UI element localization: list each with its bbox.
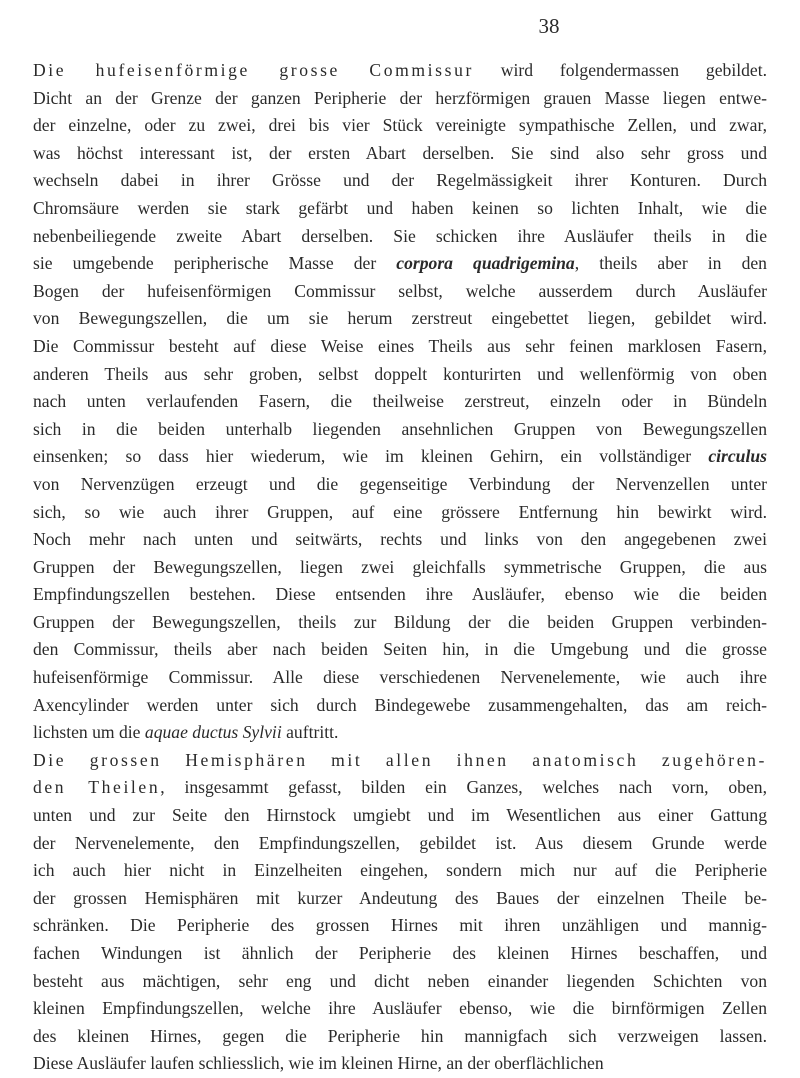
text-run: unten und zur Seite den Hirnstock umgiebt und im Wesentlichen aus einer Gattung	[33, 805, 767, 826]
text-line	[33, 747, 767, 775]
text-run: Noch mehr nach unten und seitwärts, rechts und links von den angegebenen zwei	[33, 529, 767, 550]
text-run: , theils aber in den	[574, 253, 767, 274]
text-line	[33, 857, 767, 885]
text-line	[33, 1023, 767, 1051]
paragraph	[33, 747, 767, 1078]
text-line	[33, 802, 767, 830]
text-line	[33, 499, 767, 527]
text-line	[33, 609, 767, 637]
text-run: Chromsäure werden sie stark gefärbt und haben keinen so lichten Inhalt, wie die	[33, 197, 767, 218]
text-run: , insgesammt gefasst, bilden ein Ganzes, welches nach vorn, oben,	[160, 777, 767, 798]
text-run: was höchst interessant ist, der ersten Abart derselben. Sie sind also sehr gross und	[33, 142, 767, 163]
text-run: fachen Windungen ist ähnlich der Peripherie des kleinen Hirnes beschaffen, und	[33, 943, 767, 963]
text-run: nebenbeiliegende zweite Abart derselben. Sie schicken ihre Ausläufer theils in die	[33, 225, 767, 246]
text-run: kleinen Empfindungszellen, welche ihre Ausläufer ebenso, wie die birnförmigen Zellen	[33, 998, 767, 1019]
text-line	[33, 333, 767, 361]
text-line	[33, 443, 767, 471]
text-run: Die Commissur besteht auf diese Weise eines Theils aus sehr feinen marklosen Fasern,	[33, 335, 767, 356]
text-run: wird folgendermassen gebildet.	[473, 60, 767, 80]
body-text	[33, 57, 767, 1078]
text-run: wechseln dabei in ihrer Grösse und der Regelmässigkeit ihrer Konturen. Durch	[33, 170, 767, 191]
text-run: Bogen der hufeisenförmigen Commissur selbst, welche ausserdem durch Ausläufer	[33, 280, 767, 301]
text-line	[33, 774, 767, 802]
text-run: Gruppen der Bewegungszellen, liegen zwei gleichfalls symmetrische Gruppen, die aus	[33, 556, 767, 577]
text-line	[33, 940, 767, 968]
text-line	[33, 719, 767, 747]
text-line	[33, 57, 767, 85]
text-line	[33, 636, 767, 664]
text-line	[33, 388, 767, 416]
text-line	[33, 554, 767, 582]
text-line	[33, 112, 767, 140]
text-line	[33, 361, 767, 389]
text-run: nach unten verlaufenden Fasern, die theilweise zerstreut, einzeln oder in Bündeln	[33, 391, 767, 412]
text-run: auftritt.	[281, 722, 339, 743]
spaced-text: Die grossen Hemisphären mit allen ihnen anatomisch zugehören-	[33, 749, 767, 770]
text-run: des kleinen Hirnes, gegen die Peripherie hin mannigfach sich verzweigen lassen.	[33, 1025, 767, 1046]
text-run: der Nervenelemente, den Empfindungszellen, gebildet ist. Aus diesem Grunde werde	[33, 832, 767, 853]
text-run: den Commissur, theils aber nach beiden Seiten hin, in die Umgebung und die grosse	[33, 639, 767, 660]
text-run: Diese Ausläufer laufen schliesslich, wie im kleinen Hirne, an der oberflächlichen	[33, 1053, 604, 1074]
text-run: hufeisenförmige Commissur. Alle diese verschiedenen Nervenelemente, wie auch ihre	[33, 667, 767, 688]
page-number: 38	[538, 14, 560, 38]
text-run: lichsten um die	[33, 722, 145, 743]
text-run: sie umgebende peripherische Masse der	[33, 253, 397, 274]
text-line	[33, 471, 767, 499]
text-run: sich, so wie auch ihrer Gruppen, auf eine grössere Entfernung hin bewirkt wird.	[33, 501, 767, 522]
text-line	[33, 912, 767, 940]
text-line	[33, 830, 767, 858]
text-line	[33, 305, 767, 333]
emphasis-text: corpora quadrigemina	[396, 253, 575, 274]
text-run: sich in die beiden unterhalb liegenden ansehnlichen Gruppen von Bewegungszellen	[33, 418, 767, 439]
text-line	[33, 278, 767, 306]
text-line	[33, 85, 767, 113]
text-line	[33, 416, 767, 444]
text-line	[33, 664, 767, 692]
text-line	[33, 1050, 767, 1078]
text-run: Empfindungszellen bestehen. Diese entsenden ihre Ausläufer, ebenso wie die beiden	[33, 584, 767, 605]
text-run: der einzelne, oder zu zwei, drei bis vier Stück vereinigte sympathische Zellen, und zwar,	[33, 115, 767, 136]
spaced-text: den Theilen	[33, 777, 161, 798]
text-line	[33, 692, 767, 720]
text-line	[33, 885, 767, 913]
text-line	[33, 581, 767, 609]
spaced-text: Die hufeisenförmige grosse Commissur	[33, 60, 474, 80]
text-run: schränken. Die Peripherie des grossen Hirnes mit ihren unzähligen und mannig-	[33, 915, 767, 936]
text-line	[33, 140, 767, 168]
text-line	[33, 223, 767, 251]
text-line	[33, 526, 767, 554]
text-run: ich auch hier nicht in Einzelheiten eingehen, sondern mich nur auf die Peripherie	[33, 860, 767, 881]
text-run: von Nervenzügen erzeugt und die gegenseitige Verbindung der Nervenzellen unter	[33, 473, 767, 494]
text-line	[33, 968, 767, 996]
emphasis-text: circulus	[708, 446, 767, 467]
text-run: der grossen Hemisphären mit kurzer Andeutung des Baues der einzelnen Theile be-	[33, 887, 767, 908]
text-run: Dicht an der Grenze der ganzen Peripherie der herzförmigen grauen Masse liegen entwe-	[33, 87, 767, 108]
paragraph	[33, 57, 767, 747]
text-line	[33, 995, 767, 1023]
text-line	[33, 167, 767, 195]
text-run: Axencylinder werden unter sich durch Bindegewebe zusammengehalten, das am reich-	[33, 694, 767, 715]
text-run: anderen Theils aus sehr groben, selbst doppelt konturirten und wellenförmig von oben	[33, 363, 767, 384]
text-run: einsenken; so dass hier wiederum, wie im kleinen Gehirn, ein vollständiger	[33, 446, 709, 467]
text-line	[33, 195, 767, 223]
text-run: besteht aus mächtigen, sehr eng und dicht neben einander liegenden Schichten von	[33, 970, 767, 991]
text-line	[33, 250, 767, 278]
text-run: Gruppen der Bewegungszellen, theils zur Bildung der die beiden Gruppen verbinden-	[33, 611, 767, 632]
emphasis-text: aquae ductus Sylvii	[144, 722, 282, 743]
text-run: von Bewegungszellen, die um sie herum zerstreut eingebettet liegen, gebildet wird.	[33, 308, 767, 329]
